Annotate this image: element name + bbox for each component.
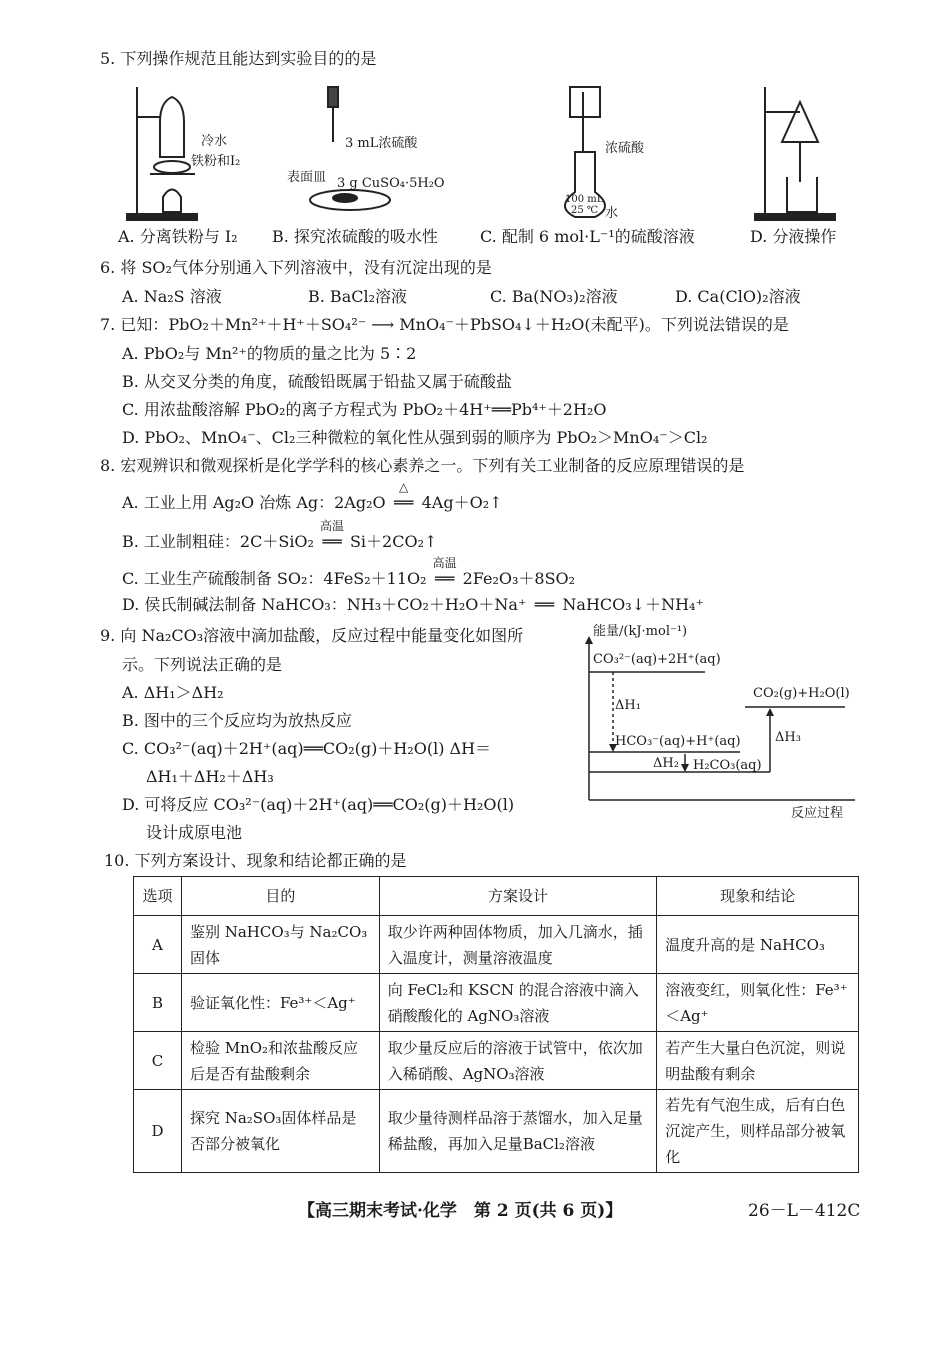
energy-dh1-label: ΔH₁ [615, 698, 641, 713]
q9-option-d-cont: 设计成原电池 [146, 823, 243, 842]
q5-option-d: D. 分液操作 [750, 227, 837, 246]
q8-a-condition: △ [399, 480, 409, 494]
q7-stem: 7. 已知：PbO₂＋Mn²⁺＋H⁺＋SO₄²⁻ ⟶ MnO₄⁻＋PbSO₄↓＋H₂O(未配平)。下列说法错误的是 [100, 315, 789, 334]
q8-stem: 8. 宏观辨识和微观探析是化学学科的核心素养之一。下列有关工业制备的反应原理错误的是 [100, 456, 745, 475]
q9-option-b: B. 图中的三个反应均为放热反应 [122, 711, 352, 730]
row-d-purpose: 探究 Na₂SO₃固体样品是否部分被氧化 [181, 1090, 379, 1173]
table-row [134, 1090, 859, 1173]
row-c-design: 取少量反应后的溶液于试管中，依次加入稀硝酸、AgNO₃溶液 [379, 1032, 657, 1090]
page-footer-code: 26－L－412C [748, 1201, 861, 1221]
q8-a-reactants: A. 工业上用 Ag₂O 冶炼 Ag：2Ag₂O [122, 493, 386, 512]
row-b-option: B [134, 974, 182, 1032]
label-flask-volume: 100 mL [565, 194, 604, 205]
q9-option-d: D. 可将反应 CO₃²⁻(aq)＋2H⁺(aq)══CO₂(g)＋H₂O(l) [122, 795, 515, 814]
label-flask-temp: 25 ℃ [571, 205, 599, 216]
row-b-design: 向 FeCl₂和 KSCN 的混合溶液中滴入硝酸酸化的 AgNO₃溶液 [379, 974, 657, 1032]
row-a-design: 取少许两种固体物质，加入几滴水，插入温度计，测量溶液温度 [379, 916, 657, 974]
q8-b-condition: 高温 [319, 519, 344, 533]
q8-option-a: A. 工业上用 Ag₂O 冶炼 Ag：2Ag₂O △ ══ 4Ag＋O₂↑ [122, 492, 503, 514]
row-a-conclusion: 温度升高的是 NaHCO₃ [657, 916, 859, 974]
energy-dh2-label: ΔH₂ [653, 756, 679, 771]
q7-option-a: A. PbO₂与 Mn²⁺的物质的量之比为 5∶2 [122, 344, 417, 363]
energy-level-hco3: HCO₃⁻(aq)+H⁺(aq) [615, 734, 741, 749]
q8-b-products: Si＋2CO₂↑ [349, 532, 438, 551]
table-row [134, 1032, 859, 1090]
row-c-conclusion: 若产生大量白色沉淀，则说明盐酸有剩余 [657, 1032, 859, 1090]
q8-c-reactants: C. 工业生产硫酸制备 SO₂：4FeS₂＋11O₂ [122, 569, 427, 588]
energy-diagram [585, 622, 865, 822]
table-row [134, 916, 859, 974]
q5-option-b: B. 探究浓硫酸的吸水性 [272, 227, 438, 246]
q5-apparatus-figures [115, 82, 855, 227]
label-conc-sulfuric: 浓硫酸 [605, 141, 645, 156]
q10-stem: 10. 下列方案设计、现象和结论都正确的是 [104, 851, 407, 870]
q5-option-a: A. 分离铁粉与 I₂ [118, 227, 238, 246]
q9-stem-line2: 示。下列说法正确的是 [122, 655, 283, 674]
label-cold-water: 冷水 [201, 134, 228, 149]
q6-option-b: B. BaCl₂溶液 [308, 287, 408, 306]
label-water: 水 [605, 206, 619, 221]
q8-c-condition: 高温 [432, 556, 457, 570]
row-b-purpose: 验证氧化性：Fe³⁺＜Ag⁺ [181, 974, 379, 1032]
energy-dh3-label: ΔH₃ [775, 730, 801, 745]
q7-option-d: D. PbO₂、MnO₄⁻、Cl₂三种微粒的氧化性从强到弱的顺序为 PbO₂＞MnO₄⁻＞Cl₂ [122, 428, 708, 447]
q8-a-products: 4Ag＋O₂↑ [421, 493, 503, 512]
label-cuso4: 3 g CuSO₄·5H₂O [337, 176, 445, 191]
header-conclusion: 现象和结论 [657, 877, 859, 916]
page-footer-title: 【高三期末考试·化学 第 2 页(共 6 页)】 [298, 1201, 623, 1221]
row-a-option: A [134, 916, 182, 974]
label-conc-acid-3ml: 3 mL浓硫酸 [345, 136, 418, 151]
label-watch-glass: 表面皿 [287, 170, 327, 185]
energy-y-axis-label: 能量/(kJ·mol⁻¹) [593, 624, 688, 639]
row-c-purpose: 检验 MnO₂和浓盐酸反应后是否有盐酸剩余 [181, 1032, 379, 1090]
q6-stem: 6. 将 SO₂气体分别通入下列溶液中，没有沉淀出现的是 [100, 258, 492, 277]
q8-c-products: 2Fe₂O₃＋8SO₂ [462, 569, 576, 588]
q5-stem: 5. 下列操作规范且能达到实验目的的是 [100, 49, 377, 68]
energy-level-co2: CO₂(g)+H₂O(l) [753, 686, 850, 701]
row-d-option: D [134, 1090, 182, 1173]
q7-option-b: B. 从交叉分类的角度，硫酸铅既属于铅盐又属于硫酸盐 [122, 372, 512, 391]
row-a-purpose: 鉴别 NaHCO₃与 Na₂CO₃固体 [181, 916, 379, 974]
q8-d-products: NaHCO₃↓＋NH₄⁺ [562, 595, 704, 614]
q7-option-c: C. 用浓盐酸溶解 PbO₂的离子方程式为 PbO₂＋4H⁺══Pb⁴⁺＋2H₂O [122, 400, 607, 419]
row-b-conclusion: 溶液变红，则氧化性：Fe³⁺＜Ag⁺ [657, 974, 859, 1032]
q5-option-c: C. 配制 6 mol·L⁻¹的硫酸溶液 [480, 227, 695, 246]
q6-option-a: A. Na₂S 溶液 [122, 287, 222, 306]
q9-stem-line1: 9. 向 Na₂CO₃溶液中滴加盐酸，反应过程中能量变化如图所 [100, 626, 524, 645]
energy-level-co3: CO₃²⁻(aq)+2H⁺(aq) [593, 652, 721, 667]
q9-option-c: C. CO₃²⁻(aq)＋2H⁺(aq)══CO₂(g)＋H₂O(l) ΔH＝ [122, 739, 492, 758]
q10-table [133, 876, 859, 1173]
label-iron-iodine: 铁粉和I₂ [191, 154, 241, 169]
q8-b-reactants: B. 工业制粗硅：2C＋SiO₂ [122, 532, 314, 551]
header-design: 方案设计 [379, 877, 657, 916]
row-d-design: 取少量待测样品溶于蒸馏水，加入足量稀盐酸，再加入足量BaCl₂溶液 [379, 1090, 657, 1173]
table-row [134, 974, 859, 1032]
q8-d-reactants: D. 侯氏制碱法制备 NaHCO₃：NH₃＋CO₂＋H₂O＋Na⁺ [122, 595, 527, 614]
q6-option-d: D. Ca(ClO)₂溶液 [675, 287, 801, 306]
table-header-row [134, 877, 859, 916]
q8-option-d: D. 侯氏制碱法制备 NaHCO₃：NH₃＋CO₂＋H₂O＋Na⁺ ══ NaHCO₃↓＋NH₄⁺ [122, 595, 704, 614]
row-d-conclusion: 若先有气泡生成，后有白色沉淀产生，则样品部分被氧化 [657, 1090, 859, 1173]
energy-level-h2co3: H₂CO₃(aq) [693, 758, 762, 773]
q9-option-c-cont: ΔH₁＋ΔH₂＋ΔH₃ [146, 767, 274, 786]
q8-option-b: B. 工业制粗硅：2C＋SiO₂ 高温 ══ Si＋2CO₂↑ [122, 531, 437, 553]
q9-option-a: A. ΔH₁＞ΔH₂ [122, 683, 224, 702]
header-option: 选项 [134, 877, 182, 916]
row-c-option: C [134, 1032, 182, 1090]
q6-option-c: C. Ba(NO₃)₂溶液 [490, 287, 618, 306]
header-purpose: 目的 [181, 877, 379, 916]
q8-option-c: C. 工业生产硫酸制备 SO₂：4FeS₂＋11O₂ 高温 ══ 2Fe₂O₃＋8SO₂ [122, 568, 575, 590]
energy-x-axis-label: 反应过程 [791, 806, 844, 821]
